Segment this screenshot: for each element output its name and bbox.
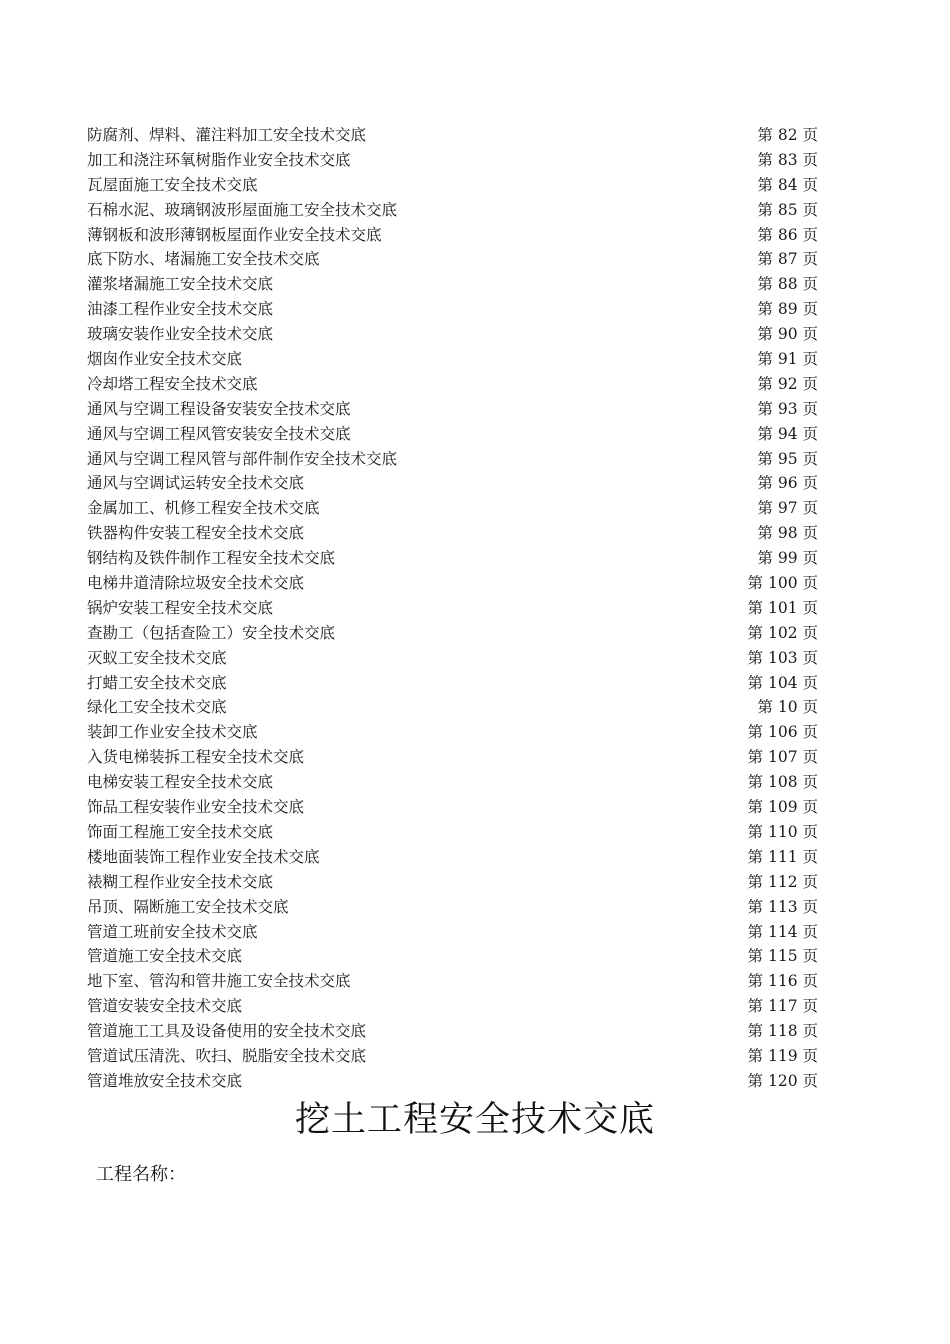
toc-entry — [87, 621, 818, 646]
toc-entry-title: 铁器构件安装工程安全技术交底 — [87, 524, 305, 543]
toc-entry-title: 加工和浇注环氧树脂作业安全技术交底 — [87, 150, 351, 169]
toc-entry-title: 饰品工程安装作业安全技术交底 — [87, 798, 305, 817]
toc-entry — [87, 944, 818, 969]
toc-entry — [87, 148, 818, 173]
toc-entry-page: 第 110 页 — [747, 822, 818, 841]
toc-entry-title: 管道试压清洗、吹扫、脱脂安全技术交底 — [87, 1046, 367, 1065]
toc-entry-page: 第 91 页 — [757, 350, 818, 369]
toc-entry — [87, 596, 818, 621]
toc-entry-title: 薄钢板和波形薄钢板屋面作业安全技术交底 — [87, 225, 382, 244]
document-title: 挖土工程安全技术交底 — [294, 1100, 655, 1140]
toc-entry-page: 第 113 页 — [747, 897, 818, 916]
toc-entry — [87, 820, 818, 845]
toc-entry — [87, 795, 818, 820]
toc-entry — [87, 272, 818, 297]
toc-entry-page: 第 115 页 — [747, 947, 818, 966]
toc-entry-title: 饰面工程施工安全技术交底 — [87, 822, 274, 841]
toc-entry-title: 裱糊工程作业安全技术交底 — [87, 872, 274, 891]
toc-entry-page: 第 114 页 — [747, 922, 818, 941]
toc-entry-page: 第 95 页 — [757, 449, 818, 468]
toc-entry-title: 管道施工安全技术交底 — [87, 947, 243, 966]
toc-entry-page: 第 87 页 — [757, 250, 818, 269]
toc-entry-title: 装卸工作业安全技术交底 — [87, 723, 258, 742]
toc-entry-page: 第 96 页 — [757, 474, 818, 493]
toc-entry-page: 第 98 页 — [757, 524, 818, 543]
toc-entry-title: 灌浆堵漏施工安全技术交底 — [87, 275, 274, 294]
toc-entry-title: 油漆工程作业安全技术交底 — [87, 300, 274, 319]
toc-entry — [87, 845, 818, 870]
toc-entry-page: 第 94 页 — [757, 424, 818, 443]
toc-entry-title: 通风与空调工程风管与部件制作安全技术交底 — [87, 449, 398, 468]
toc-entry-page: 第 82 页 — [757, 126, 818, 144]
toc-entry — [87, 969, 818, 994]
toc-entry-title: 烟囱作业安全技术交底 — [87, 350, 243, 369]
toc-entry-page: 第 85 页 — [757, 200, 818, 219]
toc-entry — [87, 447, 818, 472]
toc-entry-page: 第 117 页 — [747, 997, 818, 1016]
toc-entry-title: 管道工班前安全技术交底 — [87, 922, 258, 941]
toc-entry — [87, 571, 818, 596]
toc-entry — [87, 347, 818, 372]
toc-entry — [87, 646, 818, 671]
toc-entry-page: 第 109 页 — [747, 798, 818, 817]
toc-entry-title: 灭蚁工安全技术交底 — [87, 648, 227, 667]
toc-entry-title: 通风与空调工程设备安装安全技术交底 — [87, 399, 351, 418]
toc-entry-title: 底下防水、堵漏施工安全技术交底 — [87, 250, 320, 269]
toc-entry-title: 玻璃安装作业安全技术交底 — [87, 325, 274, 344]
toc-entry-page: 第 118 页 — [747, 1022, 818, 1041]
toc-entry — [87, 745, 818, 770]
toc-entry-page: 第 10 页 — [757, 698, 818, 717]
toc-entry-page: 第 86 页 — [757, 225, 818, 244]
toc-entry-page: 第 103 页 — [747, 648, 818, 667]
toc-entry — [87, 1044, 818, 1069]
toc-entry — [87, 422, 818, 447]
toc-entry-title: 通风与空调工程风管安装安全技术交底 — [87, 424, 351, 443]
toc-entry-page: 第 108 页 — [747, 773, 818, 792]
toc-entry — [87, 322, 818, 347]
toc-entry — [87, 695, 818, 720]
toc-entry — [87, 198, 818, 223]
toc-entry-page: 第 102 页 — [747, 623, 818, 642]
toc-entry — [87, 870, 818, 895]
toc-entry — [87, 247, 818, 272]
toc-entry — [87, 521, 818, 546]
toc-entry — [87, 994, 818, 1019]
toc-entry — [87, 372, 818, 397]
toc-entry-page: 第 89 页 — [757, 300, 818, 319]
toc-entry — [87, 496, 818, 521]
toc-entry — [87, 297, 818, 322]
toc-entry — [87, 546, 818, 571]
table-of-contents — [87, 123, 818, 1094]
toc-entry-title: 管道施工工具及设备使用的安全技术交底 — [87, 1022, 367, 1041]
toc-entry-page: 第 90 页 — [757, 325, 818, 344]
toc-entry — [87, 920, 818, 945]
toc-entry-page: 第 97 页 — [757, 499, 818, 518]
toc-entry-page: 第 84 页 — [757, 175, 818, 194]
toc-entry-page: 第 119 页 — [747, 1046, 818, 1065]
toc-entry — [87, 671, 818, 696]
toc-entry-title: 钢结构及铁件制作工程安全技术交底 — [87, 549, 336, 568]
toc-entry-title: 通风与空调试运转安全技术交底 — [87, 474, 305, 493]
toc-entry-title: 石棉水泥、玻璃钢波形屋面施工安全技术交底 — [87, 200, 398, 219]
toc-entry-page: 第 104 页 — [747, 673, 818, 692]
toc-entry-title: 管道堆放安全技术交底 — [87, 1071, 243, 1090]
toc-entry-page: 第 92 页 — [757, 374, 818, 393]
toc-entry — [87, 1069, 818, 1094]
toc-entry-page: 第 107 页 — [747, 748, 818, 767]
toc-entry-title: 金属加工、机修工程安全技术交底 — [87, 499, 320, 518]
toc-entry — [87, 471, 818, 496]
toc-entry — [87, 1019, 818, 1044]
toc-entry-page: 第 83 页 — [757, 150, 818, 169]
toc-entry — [87, 173, 818, 198]
toc-entry-title: 电梯井道清除垃圾安全技术交底 — [87, 574, 305, 593]
toc-entry-title: 锅炉安装工程安全技术交底 — [87, 598, 274, 617]
toc-entry-page: 第 106 页 — [747, 723, 818, 742]
toc-entry — [87, 895, 818, 920]
project-name-label: 工程名称： — [96, 1164, 186, 1185]
toc-entry — [87, 223, 818, 248]
toc-entry-title: 地下室、管沟和管井施工安全技术交底 — [87, 972, 351, 991]
toc-entry-title: 吊顶、隔断施工安全技术交底 — [87, 897, 289, 916]
toc-entry — [87, 123, 818, 148]
toc-entry-title: 瓦屋面施工安全技术交底 — [87, 175, 258, 194]
toc-entry-page: 第 116 页 — [747, 972, 818, 991]
toc-entry-title: 入货电梯装拆工程安全技术交底 — [87, 748, 305, 767]
toc-entry-title: 冷却塔工程安全技术交底 — [87, 374, 258, 393]
toc-entry-title: 防腐剂、焊料、灌注料加工安全技术交底 — [87, 126, 367, 144]
toc-entry-title: 楼地面装饰工程作业安全技术交底 — [87, 847, 320, 866]
toc-entry-page: 第 88 页 — [757, 275, 818, 294]
toc-entry — [87, 397, 818, 422]
toc-entry-page: 第 93 页 — [757, 399, 818, 418]
toc-entry-page: 第 100 页 — [747, 574, 818, 593]
toc-entry-page: 第 99 页 — [757, 549, 818, 568]
toc-entry-title: 打蜡工安全技术交底 — [87, 673, 227, 692]
toc-entry-title: 查勘工（包括查险工）安全技术交底 — [87, 623, 336, 642]
toc-entry-page: 第 112 页 — [747, 872, 818, 891]
toc-entry-page: 第 120 页 — [747, 1071, 818, 1090]
toc-entry-page: 第 101 页 — [747, 598, 818, 617]
toc-entry-title: 管道安装安全技术交底 — [87, 997, 243, 1016]
toc-entry-title: 电梯安装工程安全技术交底 — [87, 773, 274, 792]
toc-entry — [87, 720, 818, 745]
toc-entry — [87, 770, 818, 795]
toc-entry-title: 绿化工安全技术交底 — [87, 698, 227, 717]
toc-entry-page: 第 111 页 — [747, 847, 818, 866]
